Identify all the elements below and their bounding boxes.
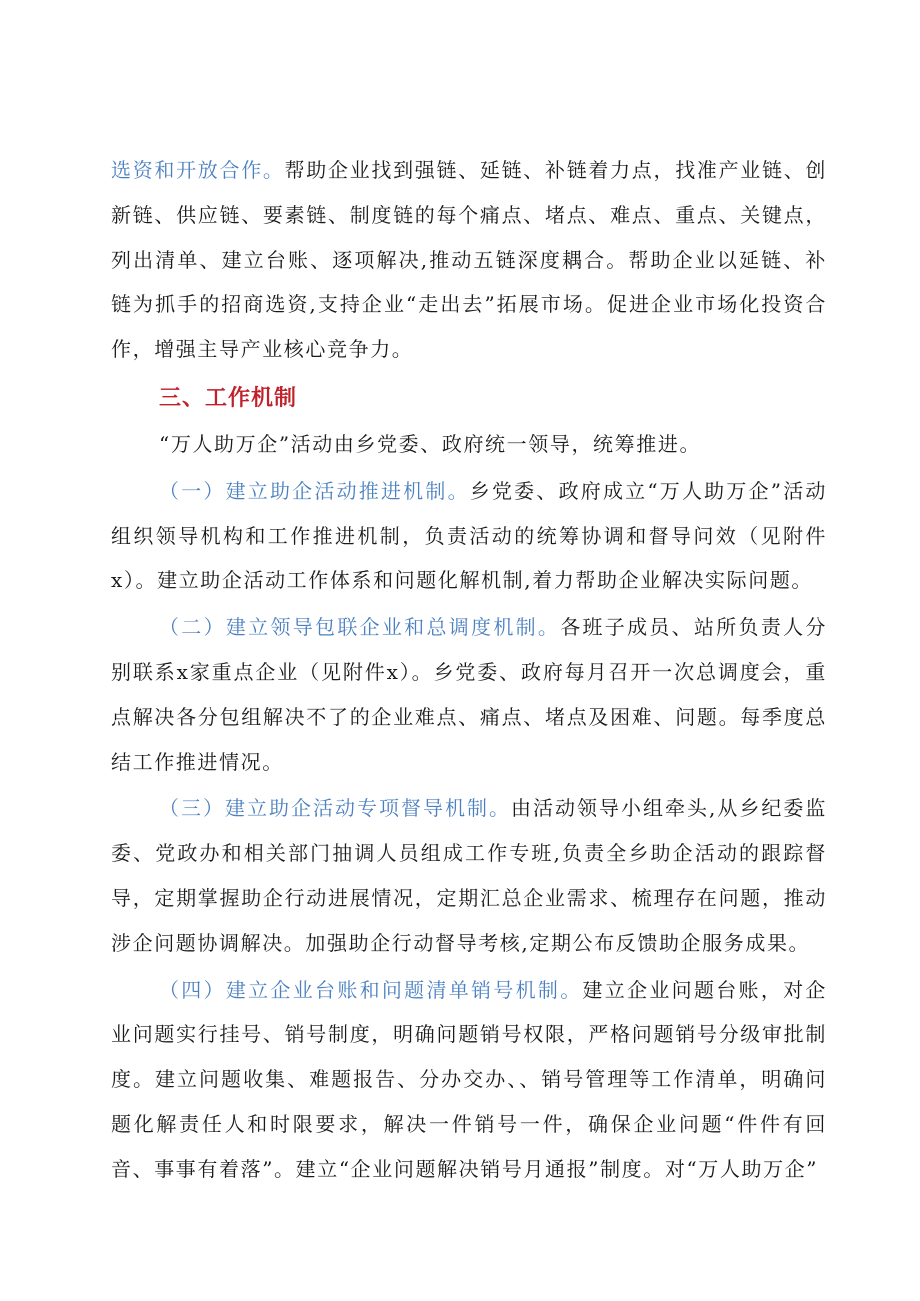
section-heading: 三、工作机制 [159, 385, 298, 411]
mechanism-item-text: 乡党委、政府成立“万人助万企”活动组织领导机构和工作推进机制，负责活动的统筹协调和督导问效（见附件x）。建立助企活动工作体系和问题化解机制,着力帮助企业解决实际问题。 [111, 478, 827, 593]
mechanism-item-4 [111, 968, 827, 1192]
mechanism-item-3 [111, 786, 827, 965]
mechanism-item-title: （二）建立领导包联企业和总调度机制。 [159, 615, 561, 640]
paragraph-continuation [111, 148, 827, 372]
mechanism-item-2 [111, 605, 827, 784]
mechanism-item-text: 由活动领导小组牵头,从乡纪委监委、党政办和相关部门抽调人员组成工作专班,负责全乡助企活动的跟踪督导，定期掌握助企行动进展情况，定期汇总企业需求、梳理存在问题，推动涉企问题协调解决。加强助企行动督导考核,定期公布反馈助企服务成果。 [111, 796, 828, 955]
mechanism-item-1 [111, 469, 827, 603]
paragraph-body-text: 帮助企业找到强链、延链、补链着力点，找准产业链、创新链、供应链、要素链、制度链的每个痛点、堵点、难点、重点、关键点，列出清单、建立台账、逐项解决,推动五链深度耦合。帮助企业以延链、补链为抓手的招商选资,支持企业“走出去”拓展市场。促进企业市场化投资合作，增强主导产业核心竞争力。 [111, 158, 827, 362]
paragraph-lead-text: 选资和开放合作。 [111, 158, 285, 182]
document-page [111, 148, 827, 1192]
mechanism-item-title: （一）建立助企活动推进机制。 [159, 478, 470, 503]
mechanism-item-title: （三）建立助企活动专项督导机制。 [159, 796, 512, 821]
mechanism-item-title: （四）建立企业台账和问题清单销号机制。 [159, 977, 583, 1002]
section-intro: “万人助万企”活动由乡党委、政府统一领导，统筹推进。 [159, 431, 702, 456]
mechanism-item-text: 各班子成员、站所负责人分别联系x家重点企业（见附件x）。乡党委、政府每月召开一次总调度会，重点解决各分包组解决不了的企业难点、痛点、堵点及困难、问题。每季度总结工作推进情况。 [111, 615, 827, 774]
mechanism-item-text: 建立企业问题台账，对企业问题实行挂号、销号制度，明确问题销号权限，严格问题销号分级审批制度。建立问题收集、难题报告、分办交办、、销号管理等工作清单，明确问题化解责任人和时限要求，解决一件销号一件，确保企业问题“件件有回音、事事有着落”。建立“企业问题解决销号月通报”制度。对“万人助万企” [111, 977, 827, 1181]
